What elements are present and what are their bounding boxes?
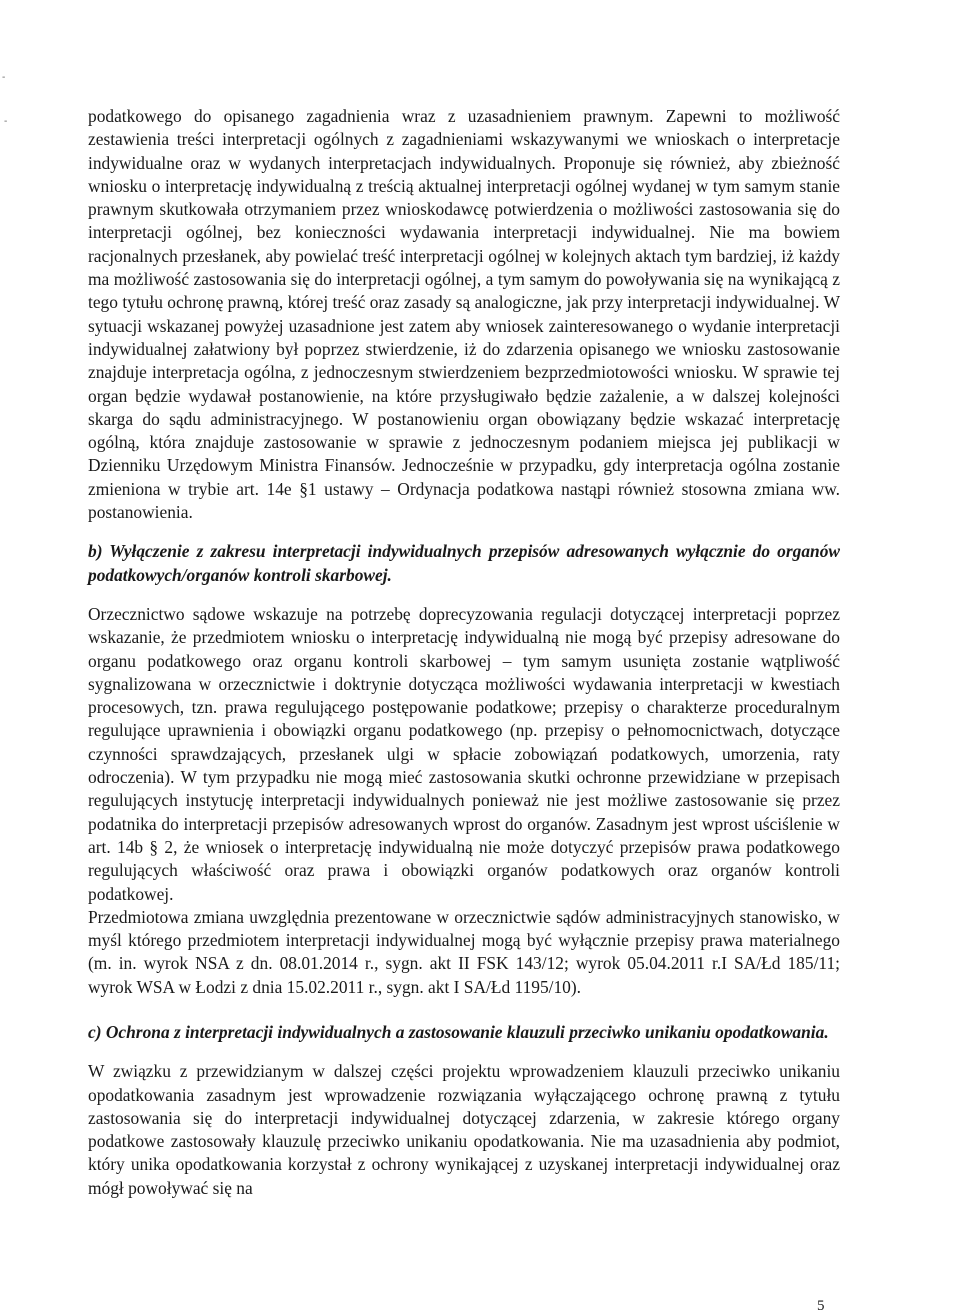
page-number: 5 bbox=[817, 1298, 825, 1314]
paragraph-jurisprudence: Orzecznictwo sądowe wskazuje na potrzebę doprecyzowania regulacji dotyczącej interpretacji poprzez wskazanie, że przedmiotem wniosku o interpretację indywidualną nie mogą być przepisy adresowane do organu podatkowego oraz organu kontroli skarbowej – tym samym usunięta zostanie wątpliwość sygnalizowana w orzecznictwie i doktrynie dotycząca możliwości wydawania interpretacji w kwestiach procesowych, tzn. prawa regulującego postępowanie podatkowe; przepisy o charakterze proceduralnym regulujące uprawnienia i obowiązki organu podatkowego (np. przepisy o pełnomocnictwach, dotyczące czynności sprawdzających, przesłanek ulgi w spłacie zobowiązań podatkowych, umorzenia, raty odroczenia). W tym przypadku nie mogą mieć zastosowania skutki ochronne przewidziane w przepisach regulujących instytucję interpretacji indywidualnych ponieważ nie jest możliwe zastosowanie się przez podatnika do interpretacji przepisów adresowanych wprost do organów. Zasadnym jest wprost uściślenie w art. 14b § 2, że wniosek o interpretację indywidualną nie może dotyczyć przepisów prawa podatkowego regulujących właściwość oraz prawa i obowiązki organów podatkowych oraz organów kontroli podatkowej. bbox=[88, 603, 840, 904]
margin-mark: - bbox=[2, 72, 6, 83]
section-heading-c: c) Ochrona z interpretacji indywidualnych a zastosowanie klauzuli przeciwko unikaniu opodatkowania. bbox=[88, 1021, 829, 1042]
paragraph-clause: W związku z przewidzianym w dalszej części projektu wprowadzeniem klauzuli przeciwko unikaniu opodatkowania zasadnym jest wprowadzenie rozwiązania wyłączającego ochronę prawną z tytułu zastosowania się do interpretacji indywidualnej dotyczącej zdarzenia, w zakresie którego organy podatkowe zastosowały klauzulę przeciwko unikaniu opodatkowania. Nie ma uzasadnienia aby podmiot, który unika opodatkowania korzystał z ochrony wynikającej z uzyskanej interpretacji indywidualnej oraz mógł powoływać się na bbox=[88, 1061, 840, 1198]
document-body bbox=[88, 105, 840, 1200]
section-heading-b: b) Wyłączenie z zakresu interpretacji indywidualnych przepisów adresowanych wyłącznie do organów podatkowych/organów kontroli skarbowej. bbox=[88, 541, 840, 585]
paragraph-intro: podatkowego do opisanego zagadnienia wraz z uzasadnieniem prawnym. Zapewni to możliwość zestawienia treści interpretacji ogólnych z zagadnieniami wskazywanymi we wnioskach o interpretacje indywidualne oraz w wydanych interpretacjach indywidualnych. Proponuje się również, aby zbieżność wniosku o interpretację indywidualną z treścią aktualnej interpretacji ogólnej wydanej w tym samym stanie prawnym skutkowała otrzymaniem przez wnioskodawcę potwierdzenia o możliwości zastosowania się do interpretacji ogólnej, bez konieczności wydawania interpretacji indywidualnej. Nie ma bowiem racjonalnych przesłanek, aby powielać treść interpretacji ogólnej w kolejnych aktach tym bardziej, iż każdy ma możliwość zastosowania się do interpretacji ogólnej, a tym samym do powoływania się na wynikającą z tego tytułu ochronę prawną, której treść oraz zasady są analogiczne, jak przy interpretacji indywidualnej. W sytuacji wskazanej powyżej uzasadnione jest zatem aby wniosek zainteresowanego o wydanie interpretacji indywidualnej załatwiony był poprzez stwierdzenie, iż do zdarzenia opisanego we wniosku zastosowanie znajduje interpretacja ogólna, z jednoczesnym stwierdzeniem bezprzedmiotowości wniosku. W sprawie tej organ będzie wydawał postanowienie, na które przysługiwało będzie zażalenie, a w dalszej kolejności skarga do sądu administracyjnego. W postanowieniu organ obowiązany będzie wskazać interpretację ogólną, która znajduje zastosowanie w sprawie z jednoczesnym podaniem miejsca jej publikacji w Dzienniku Urzędowym Ministra Finansów. Jednocześnie w przypadku, gdy interpretacja ogólna zostanie zmieniona w trybie art. 14e §1 ustawy – Ordynacja podatkowa nastąpi również stosowna zmiana ww. postanowienia. bbox=[88, 106, 840, 523]
margin-mark: - bbox=[4, 116, 8, 127]
paragraph-change: Przedmiotowa zmiana uwzględnia prezentowane w orzecznictwie sądów administracyjnych stanowisko, w myśl którego przedmiotem interpretacji indywidualnej mogą być wyłącznie przepisy prawa materialnego (m. in. wyrok NSA z dn. 08.01.2014 r., sygn. akt II FSK 143/12; wyrok 05.04.2011 r.I SA/Łd 185/11; wyrok WSA w Łodzi z dnia 15.02.2011 r., sygn. akt I SA/Łd 1195/10). bbox=[88, 906, 840, 997]
